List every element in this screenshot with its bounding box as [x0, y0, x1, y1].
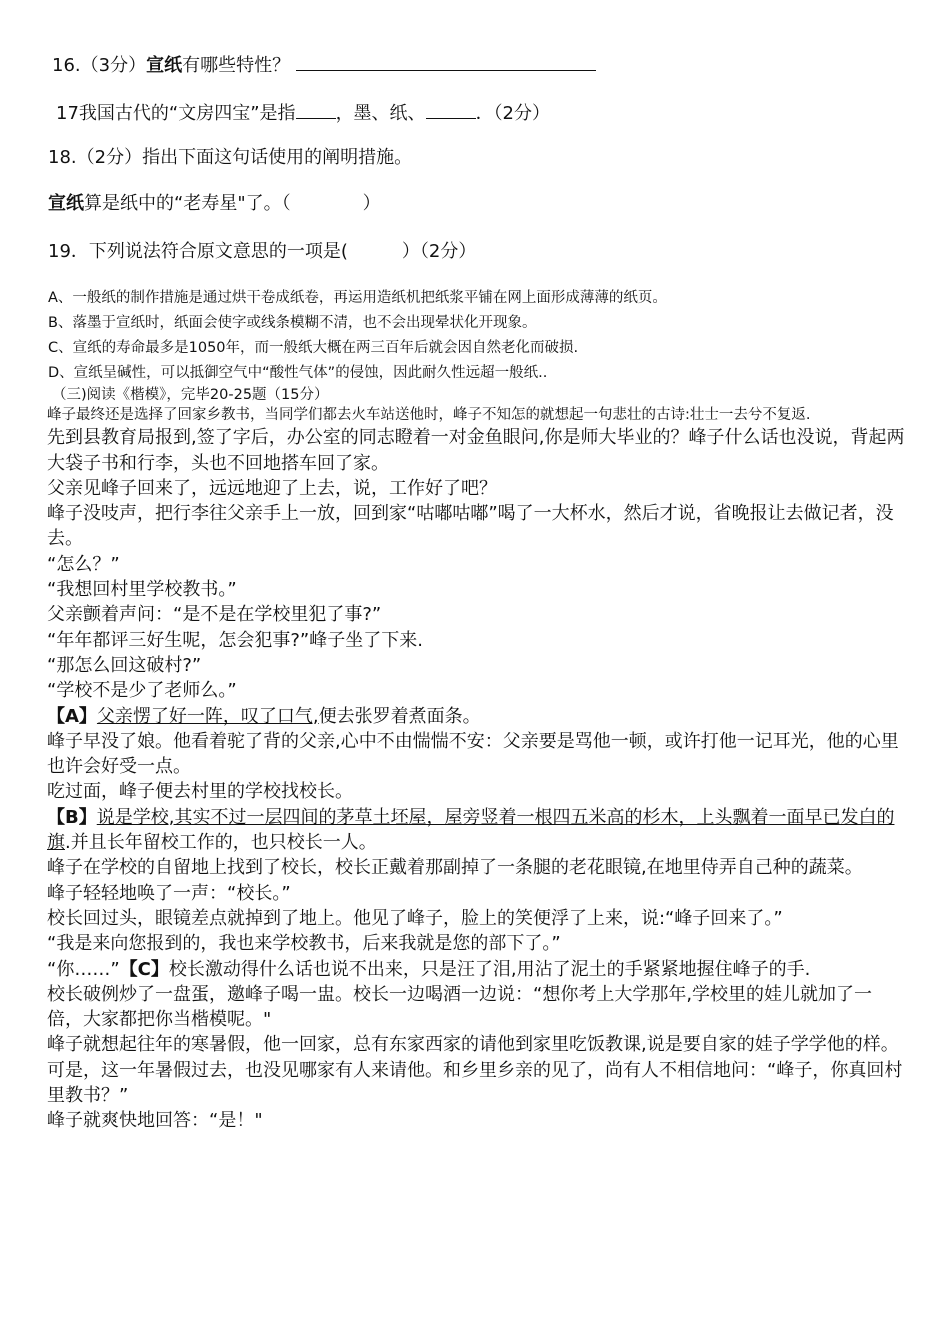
passage-paragraph: “年年都评三好生呢，怎会犯事?”峰子坐了下来.: [47, 629, 423, 651]
question-16-term: 宣纸: [146, 55, 183, 76]
passage-paragraph: 峰子没吱声，把行李往父亲手上一放，回到家“咕嘟咕嘟”喝了一大杯水，然后才说，省晚报让去做记者，没去。: [47, 503, 894, 550]
passage-paragraph: “学校不是少了老师么。”: [47, 680, 237, 702]
question-18: 18.（2分）指出下面这句话使用的阐明措施。: [48, 147, 413, 168]
passage-paragraph: 父亲颤着声问：“是不是在学校里犯了事?”: [47, 604, 382, 626]
passage-paragraph: “怎么？”: [47, 553, 120, 575]
passage-paragraph-a: [47, 704, 907, 729]
passage-paragraph: “我是来向您报到的，我也来学校教书，后来我就是您的部下了。”: [47, 933, 561, 955]
answer-blank-16[interactable]: [296, 52, 596, 71]
question-16: [52, 52, 596, 78]
marker-a: 【A】: [47, 705, 97, 727]
passage-paragraph: 父亲见峰子回来了，远远地迎了上去，说，工作好了吧？: [47, 477, 497, 499]
question-19: 19．下列说法符合原文意思的一项是( ）（2分）: [48, 241, 477, 262]
question-18-term: 宣纸: [48, 193, 84, 214]
passage-paragraph: 可是，这一年暑假过去，也没见哪家有人来请他。和乡里乡亲的见了，尚有人不相信地问：“峰子，你真回村里教书？”: [47, 1059, 903, 1107]
marker-c: 【C】: [119, 958, 169, 980]
option-c: C、宣纸的寿命最多是1050年，而一般纸大概在两三百年后就会因自然老化而破损.: [48, 340, 579, 356]
question-16-number: 16.（3分）: [52, 55, 147, 76]
paragraph-b-rest: .并且长年留校工作的，也只校长一人。: [65, 832, 377, 854]
question-18-sentence-text: 算是纸中的“老寿星"了。（ ）: [84, 193, 381, 214]
option-a: A、一般纸的制作措施是通过烘干卷成纸卷，再运用造纸机把纸浆平铺在网上面形成薄薄的纸页。: [48, 290, 667, 306]
paragraph-a-rest: 便去张罗着煮面条。: [318, 705, 481, 727]
passage-paragraph-b: [47, 805, 907, 856]
passage-paragraph: 峰子轻轻地唤了一声：“校长。”: [47, 882, 291, 904]
passage-paragraph: 先到县教育局报到,签了字后，办公室的同志瞪着一对金鱼眼问,你是师大毕业的？峰子什么话也没说，背起两大袋子书和行李，头也不回地搭车回了家。: [47, 427, 905, 474]
passage-paragraph: 校长回过头，眼镜差点就掉到了地上。他见了峰子，脸上的笑便浮了上来，说:“峰子回来了。”: [47, 907, 783, 929]
passage-paragraph: “那怎么回这破村?”: [47, 654, 202, 676]
passage-paragraph: 峰子就想起往年的寒暑假，他一回家，总有东家西家的请他到家里吃饭教课,说是要自家的娃子学学他的样。: [47, 1034, 899, 1056]
marker-b: 【B】: [47, 806, 97, 828]
answer-blank-17b[interactable]: [426, 100, 476, 119]
question-17-pre: 17我国古代的“文房四宝”是指: [56, 103, 296, 124]
reading-passage: [47, 405, 907, 1134]
passage-paragraph: 峰子早没了娘。他看着驼了背的父亲,心中不由惴惴不安：父亲要是骂他一顿，或许打他一记耳光，他的心里也许会好受一点。: [47, 730, 899, 778]
underlined-sentence-a: 父亲愣了好一阵，叹了口气,: [96, 705, 319, 727]
answer-blank-17a[interactable]: [296, 100, 336, 119]
question-16-text: 有哪些特性？: [182, 55, 291, 76]
passage-paragraph: “我想回村里学校教书。”: [47, 579, 237, 601]
passage-paragraph: 校长破例炒了一盘蛋，邀峰子喝一盅。校长一边喝酒一边说：“想你考上大学那年,学校里的娃儿就加了一倍，大家都把你当楷模呢。": [47, 983, 873, 1031]
option-d: D、宣纸呈碱性，可以抵御空气中“酸性气体”的侵蚀，因此耐久性远超一般纸..: [48, 365, 548, 381]
question-17-mid: ，墨、纸、: [335, 103, 426, 124]
option-b: B、落墨于宣纸时，纸面会使字或线条模糊不清，也不会出现晕状化开现象。: [48, 315, 537, 331]
passage-paragraph: 吃过面，峰子便去村里的学校找校长。: [47, 781, 353, 803]
question-17-post: ．（2分）: [475, 103, 551, 124]
passage-paragraph: 峰子在学校的自留地上找到了校长，校长正戴着那副掉了一条腿的老花眼镜,在地里侍弄自己种的蔬菜。: [47, 857, 863, 879]
passage-intro: 峰子最终还是选择了回家乡教书，当同学们都去火车站送他时，峰子不知怎的就想起一句悲壮的古诗:壮士一去兮不复返.: [47, 407, 811, 423]
underlined-sentence-b: 说是学校,其实不过一层四间的茅草土坯屋，屋旁竖着一根四五米高的杉木，上头飘着一面早已发白的旗: [47, 806, 895, 854]
paragraph-c-pre: “你……”: [47, 958, 120, 980]
passage-paragraph-c: [47, 957, 907, 982]
passage-paragraph: 峰子就爽快地回答：“是！": [47, 1110, 263, 1132]
question-18-sentence: [48, 192, 381, 216]
question-17: [56, 100, 550, 126]
paragraph-c-rest: 校长激动得什么话也说不出来，只是汪了泪,用沾了泥土的手紧紧地握住峰子的手.: [168, 958, 811, 980]
section-heading: （三)阅读《楷模》，完毕20-25题（15分）: [52, 387, 329, 403]
